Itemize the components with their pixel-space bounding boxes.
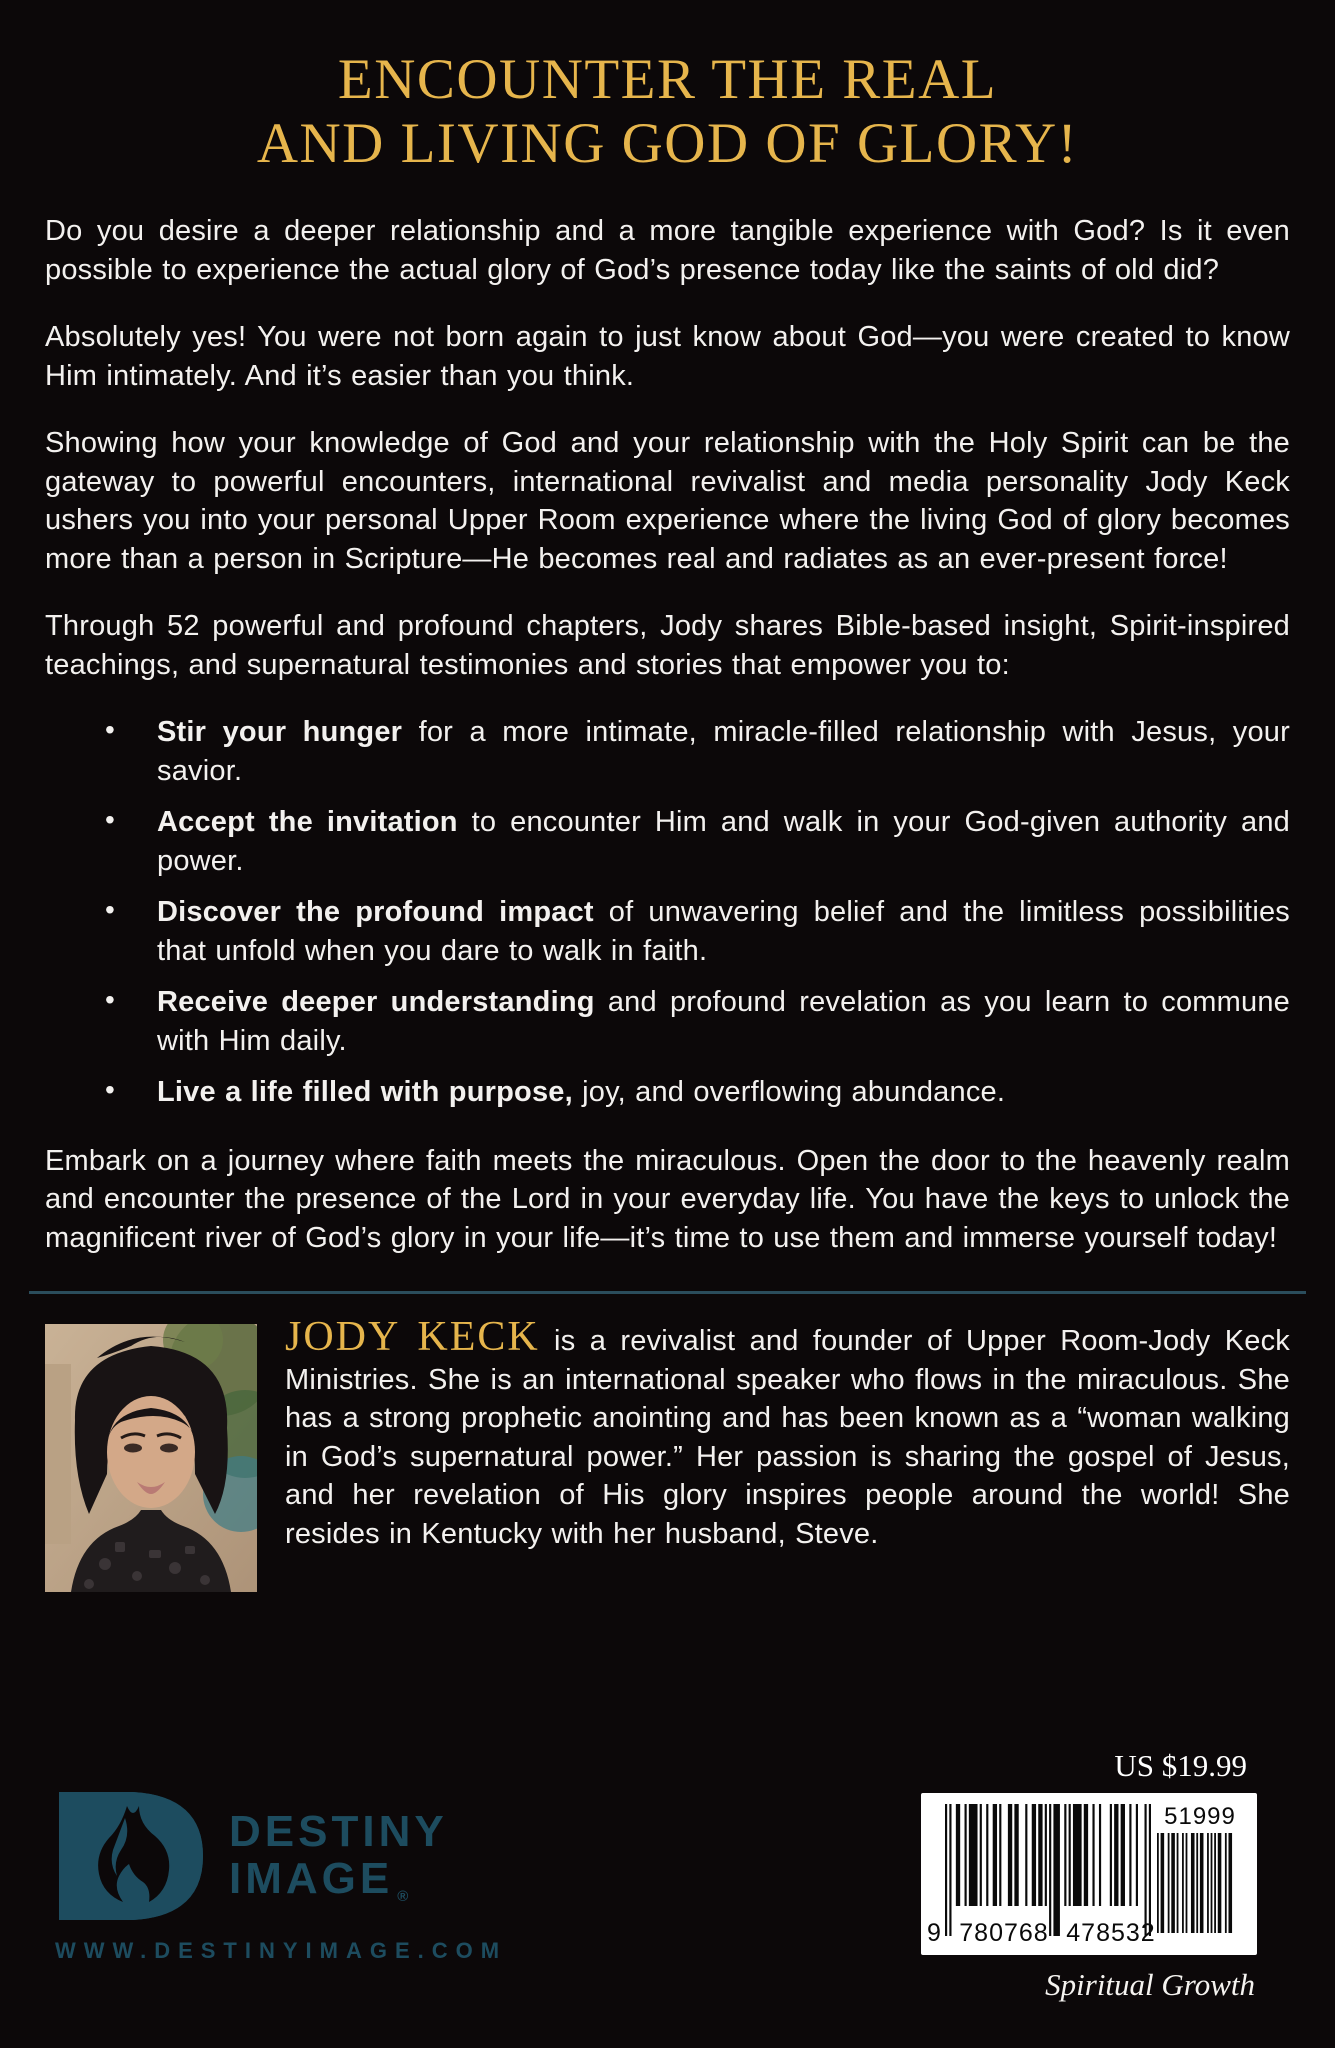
benefit-rest: to encounter Him and walk in your God-given authority and power. <box>157 806 1290 877</box>
category-label: Spiritual Growth <box>1045 1967 1255 2002</box>
author-bio-text <box>285 1314 1290 1553</box>
benefit-rest: and profound revelation as you learn to commune with Him daily. <box>157 986 1291 1057</box>
isbn-group-1: 780768 <box>959 1919 1049 1947</box>
isbn-prefix-digit: 9 <box>927 1919 942 1947</box>
author-photo <box>45 1324 257 1592</box>
title-line-1: ENCOUNTER THE REAL <box>337 48 998 111</box>
benefit-lead: Accept the invitation <box>157 806 458 838</box>
addon-barcode-bars <box>1157 1833 1241 1933</box>
page-title <box>45 48 1290 176</box>
benefit-item-1 <box>45 713 1290 790</box>
barcode-addon <box>1157 1803 1243 1933</box>
benefit-rest: for a more intimate, miracle-filled relationship with Jesus, your savior. <box>157 716 1290 787</box>
back-cover-copy <box>45 212 1290 1257</box>
isbn-group-2: 478532 <box>1066 1919 1156 1947</box>
destiny-image-d-flame-icon <box>55 1792 203 1920</box>
benefit-rest: joy, and overflowing abundance. <box>572 1076 1006 1108</box>
benefit-item-5 <box>45 1073 1290 1112</box>
body-paragraph-1: Do you desire a deeper relationship and a more tangible experience with God? Is it even possible to experience the actual glory of God’s presence today like the saints of old did? <box>45 215 1290 286</box>
publisher-logo-block <box>55 1792 508 1964</box>
author-name: JODY KECK <box>285 1314 540 1360</box>
body-paragraph-3: Showing how your knowledge of God and your relationship with the Holy Spirit can be the gateway to powerful encounters, international revivalist and media personality Jody Keck ushers you into your personal Upper Room experience where the living God of glory becomes more than a person in Scripture—He becomes real and radiates as an ever-present force! <box>45 427 1290 575</box>
barcode <box>921 1793 1257 1955</box>
barcode-block <box>921 1748 1257 2003</box>
benefit-rest: of unwavering belief and the limitless possibilities that unfold when you dare to walk in faith. <box>157 896 1290 967</box>
publisher-name-line-2 <box>229 1855 448 1912</box>
body-paragraph-4: Through 52 powerful and profound chapters, Jody shares Bible-based insight, Spirit-inspired teachings, and supernatural testimonies and stories that empower you to: <box>45 610 1290 681</box>
benefit-item-3 <box>45 893 1290 970</box>
isbn-digits <box>927 1919 1163 1948</box>
benefit-item-4 <box>45 983 1290 1060</box>
section-divider <box>29 1291 1306 1294</box>
closing-paragraph: Embark on a journey where faith meets the miraculous. Open the door to the heavenly realm and encounter the presence of the Lord in your everyday life. You have the keys to unlock the magnificent river of God’s glory in your life—it’s time to use them and immerse yourself today! <box>45 1144 1290 1254</box>
benefit-lead: Live a life filled with purpose, <box>157 1076 573 1108</box>
price-label: US $19.99 <box>1114 1748 1247 1783</box>
author-bio-body: is a revivalist and founder of Upper Room-Jody Keck Ministries. She is an international speaker who flows in the miraculous. She has a strong prophetic anointing and has been known as a “woman walking in God’s supernatural power.” Her passion is sharing the gospel of Jesus, and her revelation of His glory inspires people around the world! She resides in Kentucky with her husband, Steve. <box>285 1325 1290 1550</box>
isbn-barcode-bars <box>945 1804 1151 1936</box>
publisher-logo-row <box>55 1792 495 1920</box>
body-paragraph-2: Absolutely yes! You were not born again to just know about God—you were created to know Him intimately. And it’s easier than you think. <box>45 321 1290 392</box>
publisher-name-line-2-text: IMAGE <box>229 1854 394 1903</box>
barcode-addon-number: 51999 <box>1164 1803 1236 1830</box>
benefit-lead: Receive deeper understanding <box>157 986 595 1018</box>
publisher-name-line-1: DESTINY <box>229 1807 448 1856</box>
benefit-item-2 <box>45 803 1290 880</box>
registered-trademark: ® <box>397 1888 409 1905</box>
footer <box>0 1748 1335 2002</box>
benefit-list <box>45 713 1290 1112</box>
title-line-2: AND LIVING GOD OF GLORY! <box>256 112 1079 175</box>
publisher-name <box>229 1792 448 1912</box>
author-bio-section <box>45 1314 1290 1592</box>
publisher-website: WWW.DESTINYIMAGE.COM <box>55 1938 508 1963</box>
benefit-lead: Stir your hunger <box>157 716 403 748</box>
benefit-lead: Discover the profound impact <box>157 896 594 928</box>
